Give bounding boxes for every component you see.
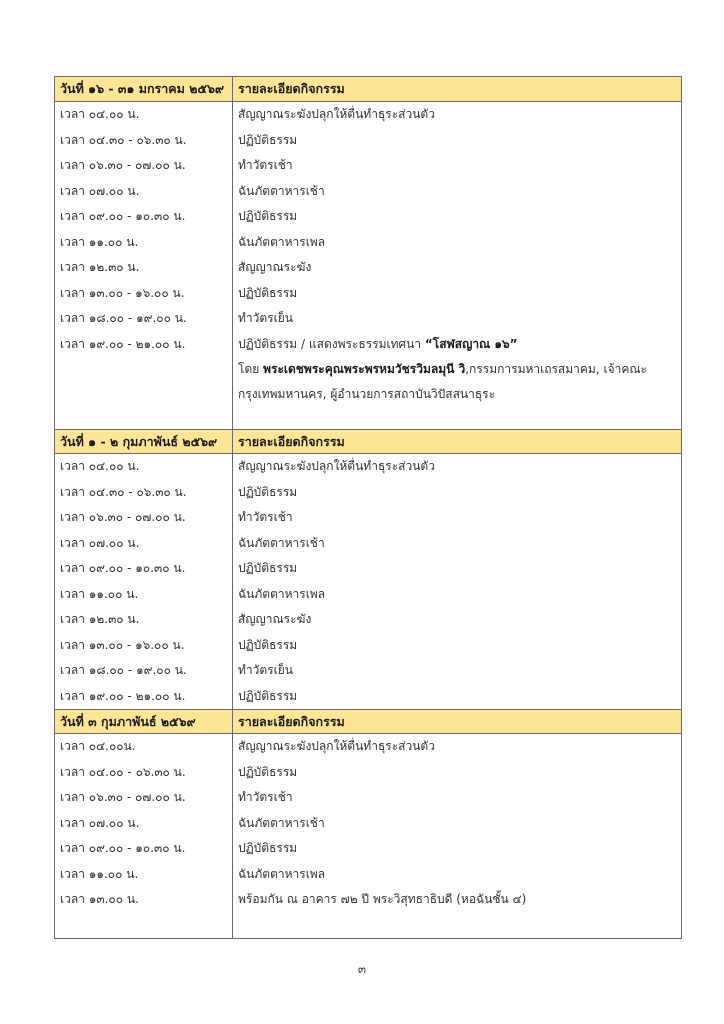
table-row <box>55 887 681 913</box>
detail-header: รายละเอียดกิจกรรม <box>238 434 345 449</box>
section-header <box>55 77 681 102</box>
table-row-continuation <box>55 382 681 407</box>
time-cell: เวลา ๑๓.๐๐ น. <box>55 887 233 913</box>
detail-cell: ปฏิบัติธรรม <box>238 637 298 652</box>
time-cell: เวลา ๐๙.๐๐ - ๑๐.๓๐ น. <box>55 556 233 582</box>
table-row <box>55 607 681 633</box>
section-header <box>55 709 681 734</box>
empty-cell <box>55 382 233 407</box>
section-header <box>55 429 681 454</box>
detail-cell: สัญญาณระฆังปลุกให้ตื่นทำธุระส่วนตัว <box>238 739 435 753</box>
time-cell: เวลา ๐๙.๐๐ - ๑๐.๓๐ น. <box>55 204 233 230</box>
detail-cell: สัญญาณระฆัง <box>238 612 312 626</box>
date-header: วันที่ ๓ กุมภาพันธ์ ๒๕๖๙ <box>55 710 233 733</box>
detail-cell: ฉันภัตตาหารเช้า <box>238 535 325 550</box>
empty-cell <box>233 407 681 429</box>
time-cell: เวลา ๐๗.๐๐ น. <box>55 811 233 837</box>
time-cell: เวลา ๑๑.๐๐ น. <box>55 862 233 888</box>
table-row-blank <box>55 913 681 938</box>
detail-cell: ทำวัตรเย็น <box>238 311 293 325</box>
detail-cell: ทำวัตรเช้า <box>238 158 293 172</box>
table-row <box>55 281 681 307</box>
detail-text: โดย <box>238 362 264 376</box>
time-cell: เวลา ๑๑.๐๐ น. <box>55 582 233 608</box>
table-row <box>55 811 681 837</box>
table-row <box>55 836 681 862</box>
detail-header: รายละเอียดกิจกรรม <box>238 81 345 96</box>
table-row <box>55 454 681 480</box>
table-row <box>55 332 681 358</box>
speaker-name: พระเดชพระคุณพระพรหมวัชรวิมลมุนี วิ <box>263 362 466 376</box>
detail-cell: ปฏิบัติธรรม <box>238 209 298 223</box>
time-cell: เวลา ๐๔.๐๐ - ๐๖.๓๐ น. <box>55 760 233 786</box>
detail-cell: ปฏิบัติธรรม <box>238 285 298 300</box>
detail-cell: ฉันภัตตาหารเช้า <box>238 815 325 830</box>
detail-cell: ฉันภัตตาหารเพล <box>238 866 326 881</box>
time-cell: เวลา ๐๖.๓๐ - ๐๗.๐๐ น. <box>55 785 233 811</box>
table-row <box>55 582 681 608</box>
time-cell: เวลา ๐๗.๐๐ น. <box>55 179 233 205</box>
detail-cell: ฉันภัตตาหารเช้า <box>238 183 325 198</box>
table-row <box>55 684 681 710</box>
table-row <box>55 633 681 659</box>
time-cell: เวลา ๑๙.๐๐ - ๒๑.๐๐ น. <box>55 332 233 358</box>
time-cell: เวลา ๑๘.๐๐ - ๑๙.๐๐ น. <box>55 658 233 684</box>
detail-cell <box>233 332 681 358</box>
time-cell: เวลา ๑๘.๐๐ - ๑๙.๐๐ น. <box>55 306 233 332</box>
table-row <box>55 204 681 230</box>
table-row <box>55 255 681 281</box>
time-cell: เวลา ๐๖.๓๐ - ๐๗.๐๐ น. <box>55 505 233 531</box>
detail-cell <box>233 357 681 382</box>
schedule-table <box>54 76 682 939</box>
table-row <box>55 862 681 888</box>
time-cell: เวลา ๐๗.๐๐ น. <box>55 531 233 557</box>
sermon-title: “โสฬสญาณ ๑๖” <box>424 336 518 351</box>
empty-cell <box>55 407 233 429</box>
date-header: วันที่ ๑ - ๒ กุมภาพันธ์ ๒๕๖๙ <box>55 430 233 453</box>
time-cell: เวลา ๑๙.๐๐ - ๒๑.๐๐ น. <box>55 684 233 710</box>
detail-cell: ปฏิบัติธรรม <box>238 561 298 575</box>
table-row <box>55 306 681 332</box>
empty-cell <box>233 913 681 938</box>
time-cell: เวลา ๐๖.๓๐ - ๐๗.๐๐ น. <box>55 153 233 179</box>
date-header: วันที่ ๑๖ - ๓๑ มกราคม ๒๕๖๙ <box>55 77 233 101</box>
detail-cell: ฉันภัตตาหารเพล <box>238 234 326 249</box>
time-cell: เวลา ๑๓.๐๐ - ๑๖.๐๐ น. <box>55 633 233 659</box>
time-cell: เวลา ๐๔.๐๐ น. <box>55 102 233 128</box>
detail-cell: ปฏิบัติธรรม <box>238 764 298 779</box>
detail-cell: สัญญาณระฆัง <box>238 260 312 274</box>
table-row <box>55 102 681 128</box>
empty-cell <box>55 357 233 382</box>
table-row <box>55 658 681 684</box>
time-cell: เวลา ๐๙.๐๐ - ๑๐.๓๐ น. <box>55 836 233 862</box>
time-cell: เวลา ๐๔.๓๐ - ๐๖.๓๐ น. <box>55 128 233 154</box>
time-cell: เวลา ๐๔.๐๐น. <box>55 734 233 760</box>
time-cell: เวลา ๑๒.๓๐ น. <box>55 255 233 281</box>
table-row <box>55 480 681 506</box>
table-row <box>55 531 681 557</box>
table-row <box>55 734 681 760</box>
detail-cell: สัญญาณระฆังปลุกให้ตื่นทำธุระส่วนตัว <box>238 107 435 121</box>
detail-cell: ปฏิบัติธรรม <box>238 484 298 499</box>
detail-cell: ปฏิบัติธรรม <box>238 841 298 855</box>
time-cell: เวลา ๑๒.๓๐ น. <box>55 607 233 633</box>
detail-cell: ทำวัตรเย็น <box>238 663 293 677</box>
table-row <box>55 505 681 531</box>
detail-cell: ฉันภัตตาหารเพล <box>238 586 326 601</box>
detail-cell: ปฏิบัติธรรม <box>238 688 298 703</box>
time-cell: เวลา ๑๑.๐๐ น. <box>55 230 233 256</box>
table-row-continuation <box>55 357 681 382</box>
table-row <box>55 153 681 179</box>
table-row <box>55 230 681 256</box>
detail-cell: ทำวัตรเช้า <box>238 510 293 524</box>
time-cell: เวลา ๑๓.๐๐ - ๑๖.๐๐ น. <box>55 281 233 307</box>
empty-cell <box>55 913 233 938</box>
time-cell: เวลา ๐๔.๓๐ - ๐๖.๓๐ น. <box>55 480 233 506</box>
detail-cell: สัญญาณระฆังปลุกให้ตื่นทำธุระส่วนตัว <box>238 459 435 473</box>
table-row <box>55 556 681 582</box>
page-number: ๓ <box>357 962 367 976</box>
detail-header: รายละเอียดกิจกรรม <box>238 714 345 729</box>
detail-text: ปฏิบัติธรรม / แสดงพระธรรมเทศนา <box>238 336 425 351</box>
detail-cell: ทำวัตรเช้า <box>238 790 293 804</box>
detail-cell: พร้อมกัน ณ อาคาร ๗๒ ปี พระวิสุทธาธิบดี (หอฉันชั้น ๔) <box>238 892 527 906</box>
table-row <box>55 785 681 811</box>
table-row <box>55 760 681 786</box>
table-row-blank <box>55 407 681 429</box>
speaker-title: ,กรรมการมหาเถรสมาคม, เจ้าคณะ <box>465 362 647 376</box>
detail-cell: กรุงเทพมหานคร, ผู้อำนวยการสถาบันวิปัสสนาธุระ <box>238 387 496 401</box>
detail-cell: ปฏิบัติธรรม <box>238 132 298 147</box>
time-cell: เวลา ๐๔.๐๐ น. <box>55 454 233 480</box>
table-row <box>55 128 681 154</box>
table-row <box>55 179 681 205</box>
